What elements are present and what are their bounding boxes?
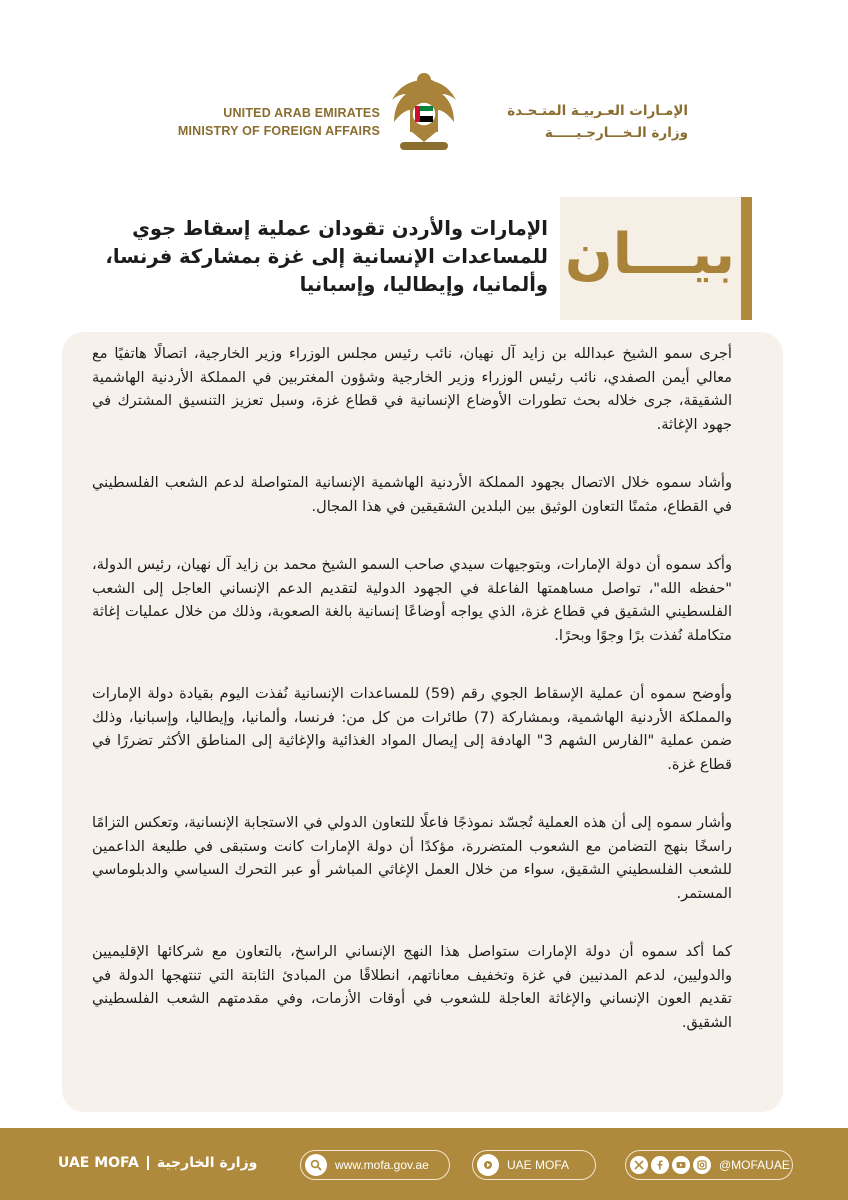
- uae-falcon-emblem-icon: [386, 70, 462, 156]
- x-twitter-icon[interactable]: [630, 1156, 648, 1174]
- footer-bar: [0, 1128, 848, 1200]
- footer-brand-english: UAE MOFA: [58, 1155, 139, 1171]
- paragraph: أجرى سمو الشيخ عبدالله بن زايد آل نهيان، نائب رئيس مجلس الوزراء وزير الخارجية، اتصالًا هاتفيًا مع معالي أيمن الصفدي، نائب رئيس الوزراء وزير الخارجية وشؤون المغتربين في المملكة الأردنية الهاشمية الشقيقة، جرى خلاله بحث تطورات الأوضاع الإنسانية في قطاع غزة، وسبل تعزيز التنسيق المشترك في جهود الإغاثة.: [92, 345, 732, 433]
- statement-body: [92, 342, 732, 1069]
- youtube-icon[interactable]: [672, 1156, 690, 1174]
- statement-badge: [560, 197, 752, 320]
- statement-headline: الإمارات والأردن تقودان عملية إسقاط جوي للمساعدات الإنسانية إلى غزة بمشاركة فرنسا، وألمانيا، وإيطاليا، وإسبانيا: [105, 217, 548, 296]
- social-links[interactable]: [625, 1150, 793, 1180]
- website-link[interactable]: [300, 1150, 450, 1180]
- letterhead: [0, 70, 848, 160]
- app-store-icon: [477, 1154, 499, 1176]
- paragraph: وأشار سموه إلى أن هذه العملية تُجسّد نموذجًا فاعلًا للتعاون الدولي في الاستجابة الإنسانية، وتعكس التزامًا راسخًا بنهج التضامن مع الشعوب المتضررة، مؤكدًا أن دولة الإمارات كانت وستبقى في طليعة الداعمين للشعب الفلسطيني الشقيق، سواء من خلال العمل الإغاثي المباشر أو عبر التحرك السياسي والدبلوماسي المستمر.: [92, 814, 732, 902]
- facebook-icon[interactable]: [651, 1156, 669, 1174]
- ministry-name-english: [168, 104, 380, 140]
- footer-brand-arabic: وزارة الخارجية: [156, 1155, 258, 1171]
- app-link[interactable]: [472, 1150, 596, 1180]
- paragraph: وأوضح سموه أن عملية الإسقاط الجوي رقم (59) للمساعدات الإنسانية نُفذت اليوم بقيادة دولة الإمارات والمملكة الأردنية الهاشمية، وبمشاركة (7) طائرات من كل من: فرنسا، وألمانيا، وإيطاليا، وإسبانيا، وذلك ضمن عملية "الفارس الشهم 3" الهادفة إلى إيصال المواد الغذائية والإغاثية إلى المناطق الأكثر تضررًا في قطاع غزة.: [92, 685, 733, 773]
- footer-brand: [58, 1155, 257, 1171]
- social-icons: [630, 1156, 711, 1174]
- statement-badge-label: بيـــان: [564, 222, 736, 287]
- instagram-icon[interactable]: [693, 1156, 711, 1174]
- ar-country-name: الإمـارات العـربيـة المتـحـدة: [507, 103, 688, 119]
- search-icon: [305, 1154, 327, 1176]
- ar-ministry-name: وزارة الـخـــارجـيـــــة: [544, 125, 688, 141]
- en-ministry-name: MINISTRY OF FOREIGN AFFAIRS: [177, 124, 380, 138]
- statement-title-row: [90, 197, 752, 320]
- paragraph: وأشاد سموه خلال الاتصال بجهود المملكة الأردنية الهاشمية الإنسانية المتواصلة لدعم الشعب الفلسطيني في القطاع، مثمنًا التعاون الوثيق بين البلدين الشقيقين في هذا المجال.: [92, 474, 732, 515]
- paragraph: كما أكد سموه أن دولة الإمارات ستواصل هذا النهج الإنساني الراسخ، بالتعاون مع شركائها الإقليميين والدوليين، لدعم المدنيين في غزة وتخفيف معاناتهم، انطلاقًا من المبادئ الثابتة التي تنتهجها الدولة في تقديم العون الإنساني والإغاثة العاجلة للشعوب في أوقات الأزمات، وفي مقدمتهم الشعب الفلسطيني الشقيق.: [92, 943, 732, 1031]
- en-country-name: UNITED ARAB EMIRATES: [223, 106, 380, 120]
- social-handle: @MOFAUAE: [719, 1158, 790, 1172]
- ministry-name-arabic: [468, 100, 688, 144]
- app-label: UAE MOFA: [507, 1158, 570, 1172]
- badge-accent-bar: [741, 197, 752, 320]
- paragraph: وأكد سموه أن دولة الإمارات، وبتوجيهات سيدي صاحب السمو الشيخ محمد بن زايد آل نهيان، رئيس الدولة، "حفظه الله"، تواصل مساهمتها الفاعلة في الجهود الدولية لتقديم الدعم الإنساني العاجل إلى الشعب الفلسطيني الشقيق في قطاع غزة، الذي يواجه أوضاعًا إنسانية بالغة الصعوبة، وذلك من خلال عمليات إغاثة متكاملة نُفذت برًا وجوًا وبحرًا.: [92, 556, 732, 644]
- website-url: www.mofa.gov.ae: [335, 1158, 429, 1172]
- footer-brand-divider: [147, 1156, 149, 1170]
